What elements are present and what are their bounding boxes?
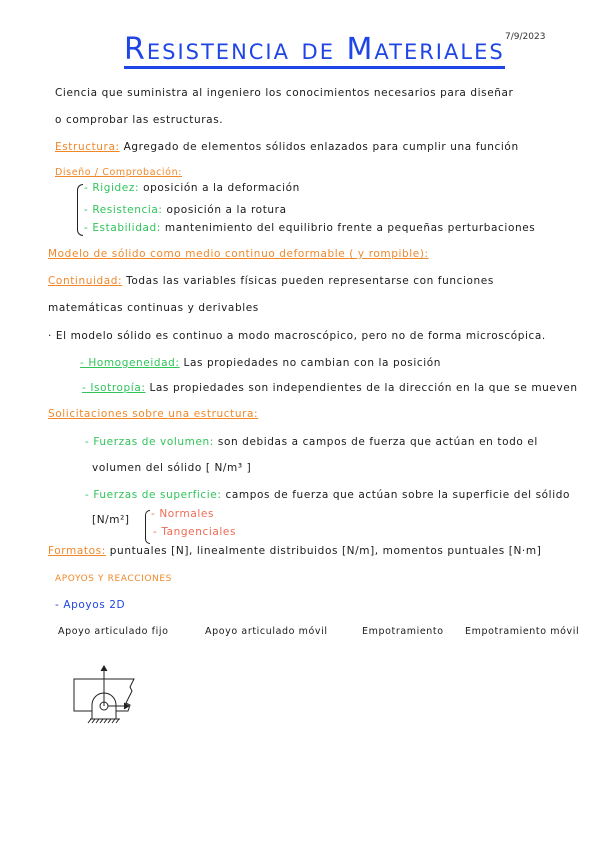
definition: oposición a la deformación bbox=[143, 182, 300, 194]
page-title: Resistencia de Materiales bbox=[124, 32, 505, 67]
volumen-label: - Fuerzas de volumen: bbox=[85, 436, 214, 448]
brace bbox=[77, 184, 83, 236]
volumen-def bbox=[85, 436, 538, 448]
apoyos-2d: - Apoyos 2D bbox=[55, 599, 126, 611]
superficie-unit: [N/m²] bbox=[92, 514, 130, 526]
intro-line-1: Ciencia que suministra al ingeniero los conocimientos necesarios para diseñar bbox=[55, 87, 514, 99]
intro-line-2: o comprobar las estructuras. bbox=[55, 114, 224, 126]
diseno-item bbox=[84, 222, 535, 234]
apoyos-heading: APOYOS Y REACCIONES bbox=[55, 574, 172, 584]
isotropia-text: Las propiedades son independientes de la dirección en la que se mueven bbox=[149, 382, 578, 394]
isotropia-def bbox=[82, 382, 578, 394]
term: - Rigidez: bbox=[84, 182, 140, 194]
superficie-label: - Fuerzas de superficie: bbox=[85, 489, 222, 501]
term: - Estabilidad: bbox=[84, 222, 161, 234]
isotropia-label: - Isotropía: bbox=[82, 382, 146, 394]
brace bbox=[145, 510, 150, 544]
fixed-pinned-support-diagram bbox=[70, 665, 140, 725]
volumen-text-2: volumen del sólido [ N/m³ ] bbox=[92, 462, 252, 474]
macro-note: · El modelo sólido es continuo a modo macroscópico, pero no de forma microscópica. bbox=[48, 330, 546, 342]
estructura-text: Agregado de elementos sólidos enlazados para cumplir una función bbox=[123, 141, 519, 153]
volumen-text: son debidas a campos de fuerza que actúan en todo el bbox=[217, 436, 538, 448]
superficie-def bbox=[85, 489, 570, 501]
solicitaciones-heading: Solicitaciones sobre una estructura: bbox=[48, 408, 259, 420]
date: 7/9/2023 bbox=[505, 32, 546, 42]
estructura-def bbox=[55, 141, 519, 153]
formatos-def bbox=[48, 545, 541, 557]
superficie-type: - Normales bbox=[151, 508, 215, 520]
definition: oposición a la rotura bbox=[166, 204, 287, 216]
diseno-heading: Diseño / Comprobación: bbox=[55, 167, 183, 178]
homogeneidad-def bbox=[80, 357, 441, 369]
estructura-label: Estructura: bbox=[55, 141, 120, 153]
formatos-text: puntuales [N], linealmente distribuidos [N/m], momentos puntuales [N·m] bbox=[109, 545, 542, 557]
definition: mantenimiento del equilibrio frente a pequeñas perturbaciones bbox=[164, 222, 536, 234]
homogeneidad-text: Las propiedades no cambian con la posición bbox=[183, 357, 442, 369]
continuidad-text-2: matemáticas continuas y derivables bbox=[48, 302, 259, 314]
term: - Resistencia: bbox=[84, 204, 163, 216]
continuidad-text: Todas las variables físicas pueden representarse con funciones bbox=[126, 275, 494, 287]
diseno-item bbox=[84, 204, 287, 216]
apoyo-type: Empotramiento bbox=[362, 626, 444, 637]
apoyo-type: Empotramiento móvil bbox=[465, 626, 580, 637]
apoyo-type: Apoyo articulado fijo bbox=[58, 626, 169, 637]
diseno-item bbox=[84, 182, 300, 194]
continuidad-label: Continuidad: bbox=[48, 275, 123, 287]
homogeneidad-label: - Homogeneidad: bbox=[80, 357, 180, 369]
continuidad-def bbox=[48, 275, 494, 287]
formatos-label: Formatos: bbox=[48, 545, 106, 557]
apoyo-type: Apoyo articulado móvil bbox=[205, 626, 328, 637]
superficie-type: - Tangenciales bbox=[153, 526, 237, 538]
modelo-heading: Modelo de sólido como medio continuo deformable ( y rompible): bbox=[48, 248, 429, 260]
superficie-text: campos de fuerza que actúan sobre la superficie del sólido bbox=[225, 489, 570, 501]
